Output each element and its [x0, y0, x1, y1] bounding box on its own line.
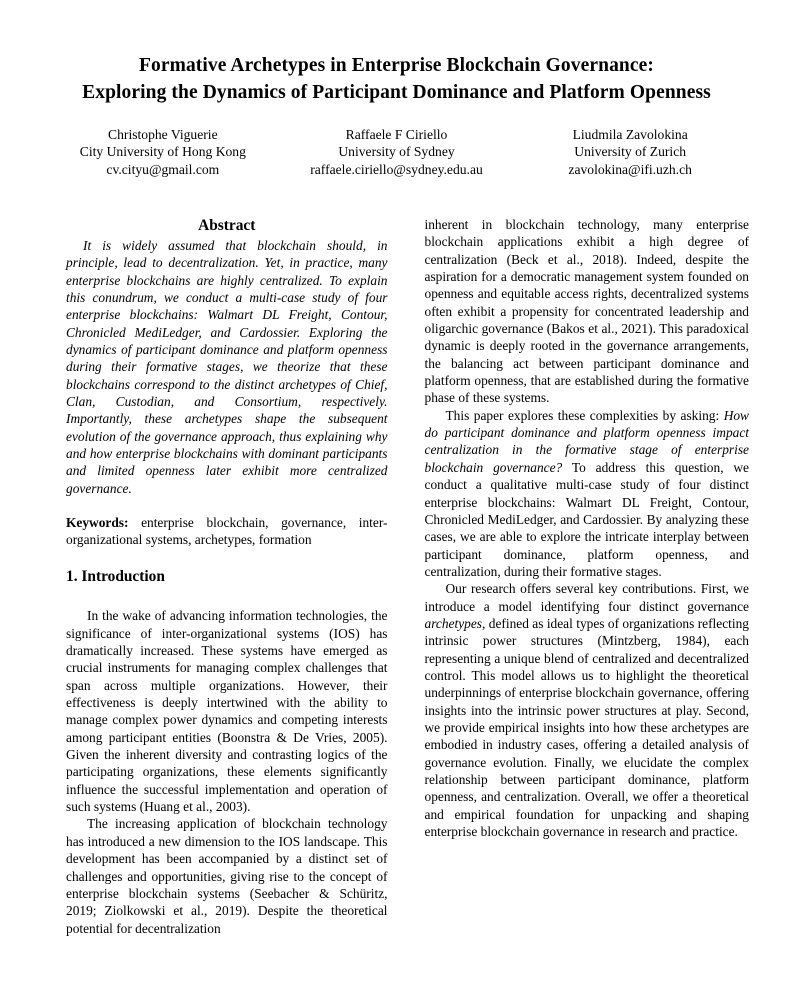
column-left	[66, 216, 388, 996]
intro-paragraph-1: In the wake of advancing information technologies, the significance of inter-organizational systems (IOS) has dramatically increased. These systems have emerged as crucial instruments for managing complex challenges that span across multiple organizations. However, their effectiveness is deeply intertwined with the ability to manage complex power dynamics and competing interests among participant entities (Boonstra & De Vries, 2005). Given the inherent diversity and contrasting logics of the participating organizations, these elements significantly influence the successful implementation and operation of such systems (Huang et al., 2003).	[66, 608, 388, 815]
paper-title	[46, 52, 747, 106]
abstract-heading: Abstract	[198, 217, 256, 234]
column-right	[425, 216, 750, 996]
body-columns	[66, 216, 749, 996]
author-2	[280, 126, 514, 178]
author-block	[46, 126, 747, 178]
title-line-2: Exploring the Dynamics of Participant Dominance and Platform Openness	[82, 82, 711, 103]
keywords-values: enterprise blockchain, governance, inter-organizational systems, archetypes, formation	[66, 514, 388, 547]
abstract-body: It is widely assumed that blockchain should, in principle, lead to decentralization. Yet, in practice, many enterprise blockchains are highly centralized. To explain this conundrum, we conduct a multi-case study of four enterprise blockchains: Walmart DL Freight, Contour, Chronicled MediLedger, and Cardossier. Exploring the dynamics of participant dominance and platform openness during their formative stages, we theorize that these blockchains correspond to the distinct archetypes of Chief, Clan, Custodian, and Consortium, respectively. Importantly, these archetypes shape the subsequent evolution of the governance approach, thus explaining why and how enterprise blockchains with dominant participants and limited openness later exhibit more centralized governance.	[66, 238, 388, 496]
intro-paragraph-3	[425, 407, 750, 580]
author-email: zavolokina@ifi.uzh.ch	[568, 161, 692, 177]
keywords-label: Keywords:	[66, 514, 129, 530]
keywords-line	[66, 514, 388, 549]
research-question-lead-in: This paper explores these complexities by asking:	[445, 407, 724, 423]
intro-paragraph-2-continued: inherent in blockchain technology, many enterprise blockchain applications exhibit a high degree of centralization (Beck et al., 2018). Indeed, despite the aspiration for a democratic management system founded on openness and equitable access rights, decentralized systems often exhibit a propensity for concentrated leadership and oligarchic governance (Bakos et al., 2021). This paradoxical dynamic is deeply rooted in the governance arrangements, the balancing act between participant dominance and platform openness, that are established during the formative phase of these systems.	[424, 217, 749, 406]
section-heading-introduction: 1. Introduction	[66, 568, 165, 586]
contributions-lead-in: Our research offers several key contributions. First, we introduce a model identifying four distinct governance	[424, 581, 749, 614]
title-line-1: Formative Archetypes in Enterprise Blockchain Governance:	[139, 55, 654, 76]
research-question: How do participant dominance and platform openness impact centralization in the formative stage of enterprise blockchain governance?	[424, 407, 749, 475]
author-3	[513, 126, 747, 178]
author-affiliation: University of Zurich	[574, 144, 687, 160]
archetypes-term: archetypes	[424, 615, 483, 631]
author-name: Raffaele F Ciriello	[345, 127, 448, 142]
intro-paragraph-4	[425, 580, 750, 840]
author-name: Christophe Viguerie	[108, 127, 218, 142]
author-1	[46, 126, 280, 178]
intro-paragraph-2: The increasing application of blockchain technology has introduced a new dimension to the IOS landscape. This development has been accompanied by a distinct set of challenges and opportunities, giving rise to the concept of enterprise blockchain systems (Seebacher & Schüritz, 2019; Ziolkowski et al., 2019). Despite the theoretical potential for decentralization	[66, 816, 388, 936]
author-email: cv.cityu@gmail.com	[106, 161, 220, 177]
author-name: Liudmila Zavolokina	[572, 127, 688, 142]
author-affiliation: City University of Hong Kong	[79, 144, 246, 160]
research-question-follow-up: To address this question, we conduct a qualitative multi-case study of four distinct enterprise blockchains: Walmart DL Freight, Contour, Chronicled MediLedger, and Cardossier. By analyzing these cases, we are able to explore the intricate interplay between participant dominance, platform openness, and centralization, during their formative stages.	[424, 459, 749, 579]
author-email: raffaele.ciriello@sydney.edu.au	[310, 161, 483, 177]
contributions-follow-up: , defined as ideal types of organizations reflecting intrinsic power structures (Mintzberg, 1984), each representing a unique blend of centralized and decentralized control. This model allows us to highlight the theoretical underpinnings of enterprise blockchain governance, offering insights into the intrinsic power structures at play. Second, we provide empirical insights into how these archetypes are embodied in industry cases, offering a detailed analysis of governance evolution. Finally, we elucidate the complex relationship between participant dominance, platform openness, and centralization. Overall, we offer a theoretical and empirical foundation for unpacking and shaping enterprise blockchain governance in research and practice.	[424, 615, 749, 840]
author-affiliation: University of Sydney	[338, 144, 455, 160]
